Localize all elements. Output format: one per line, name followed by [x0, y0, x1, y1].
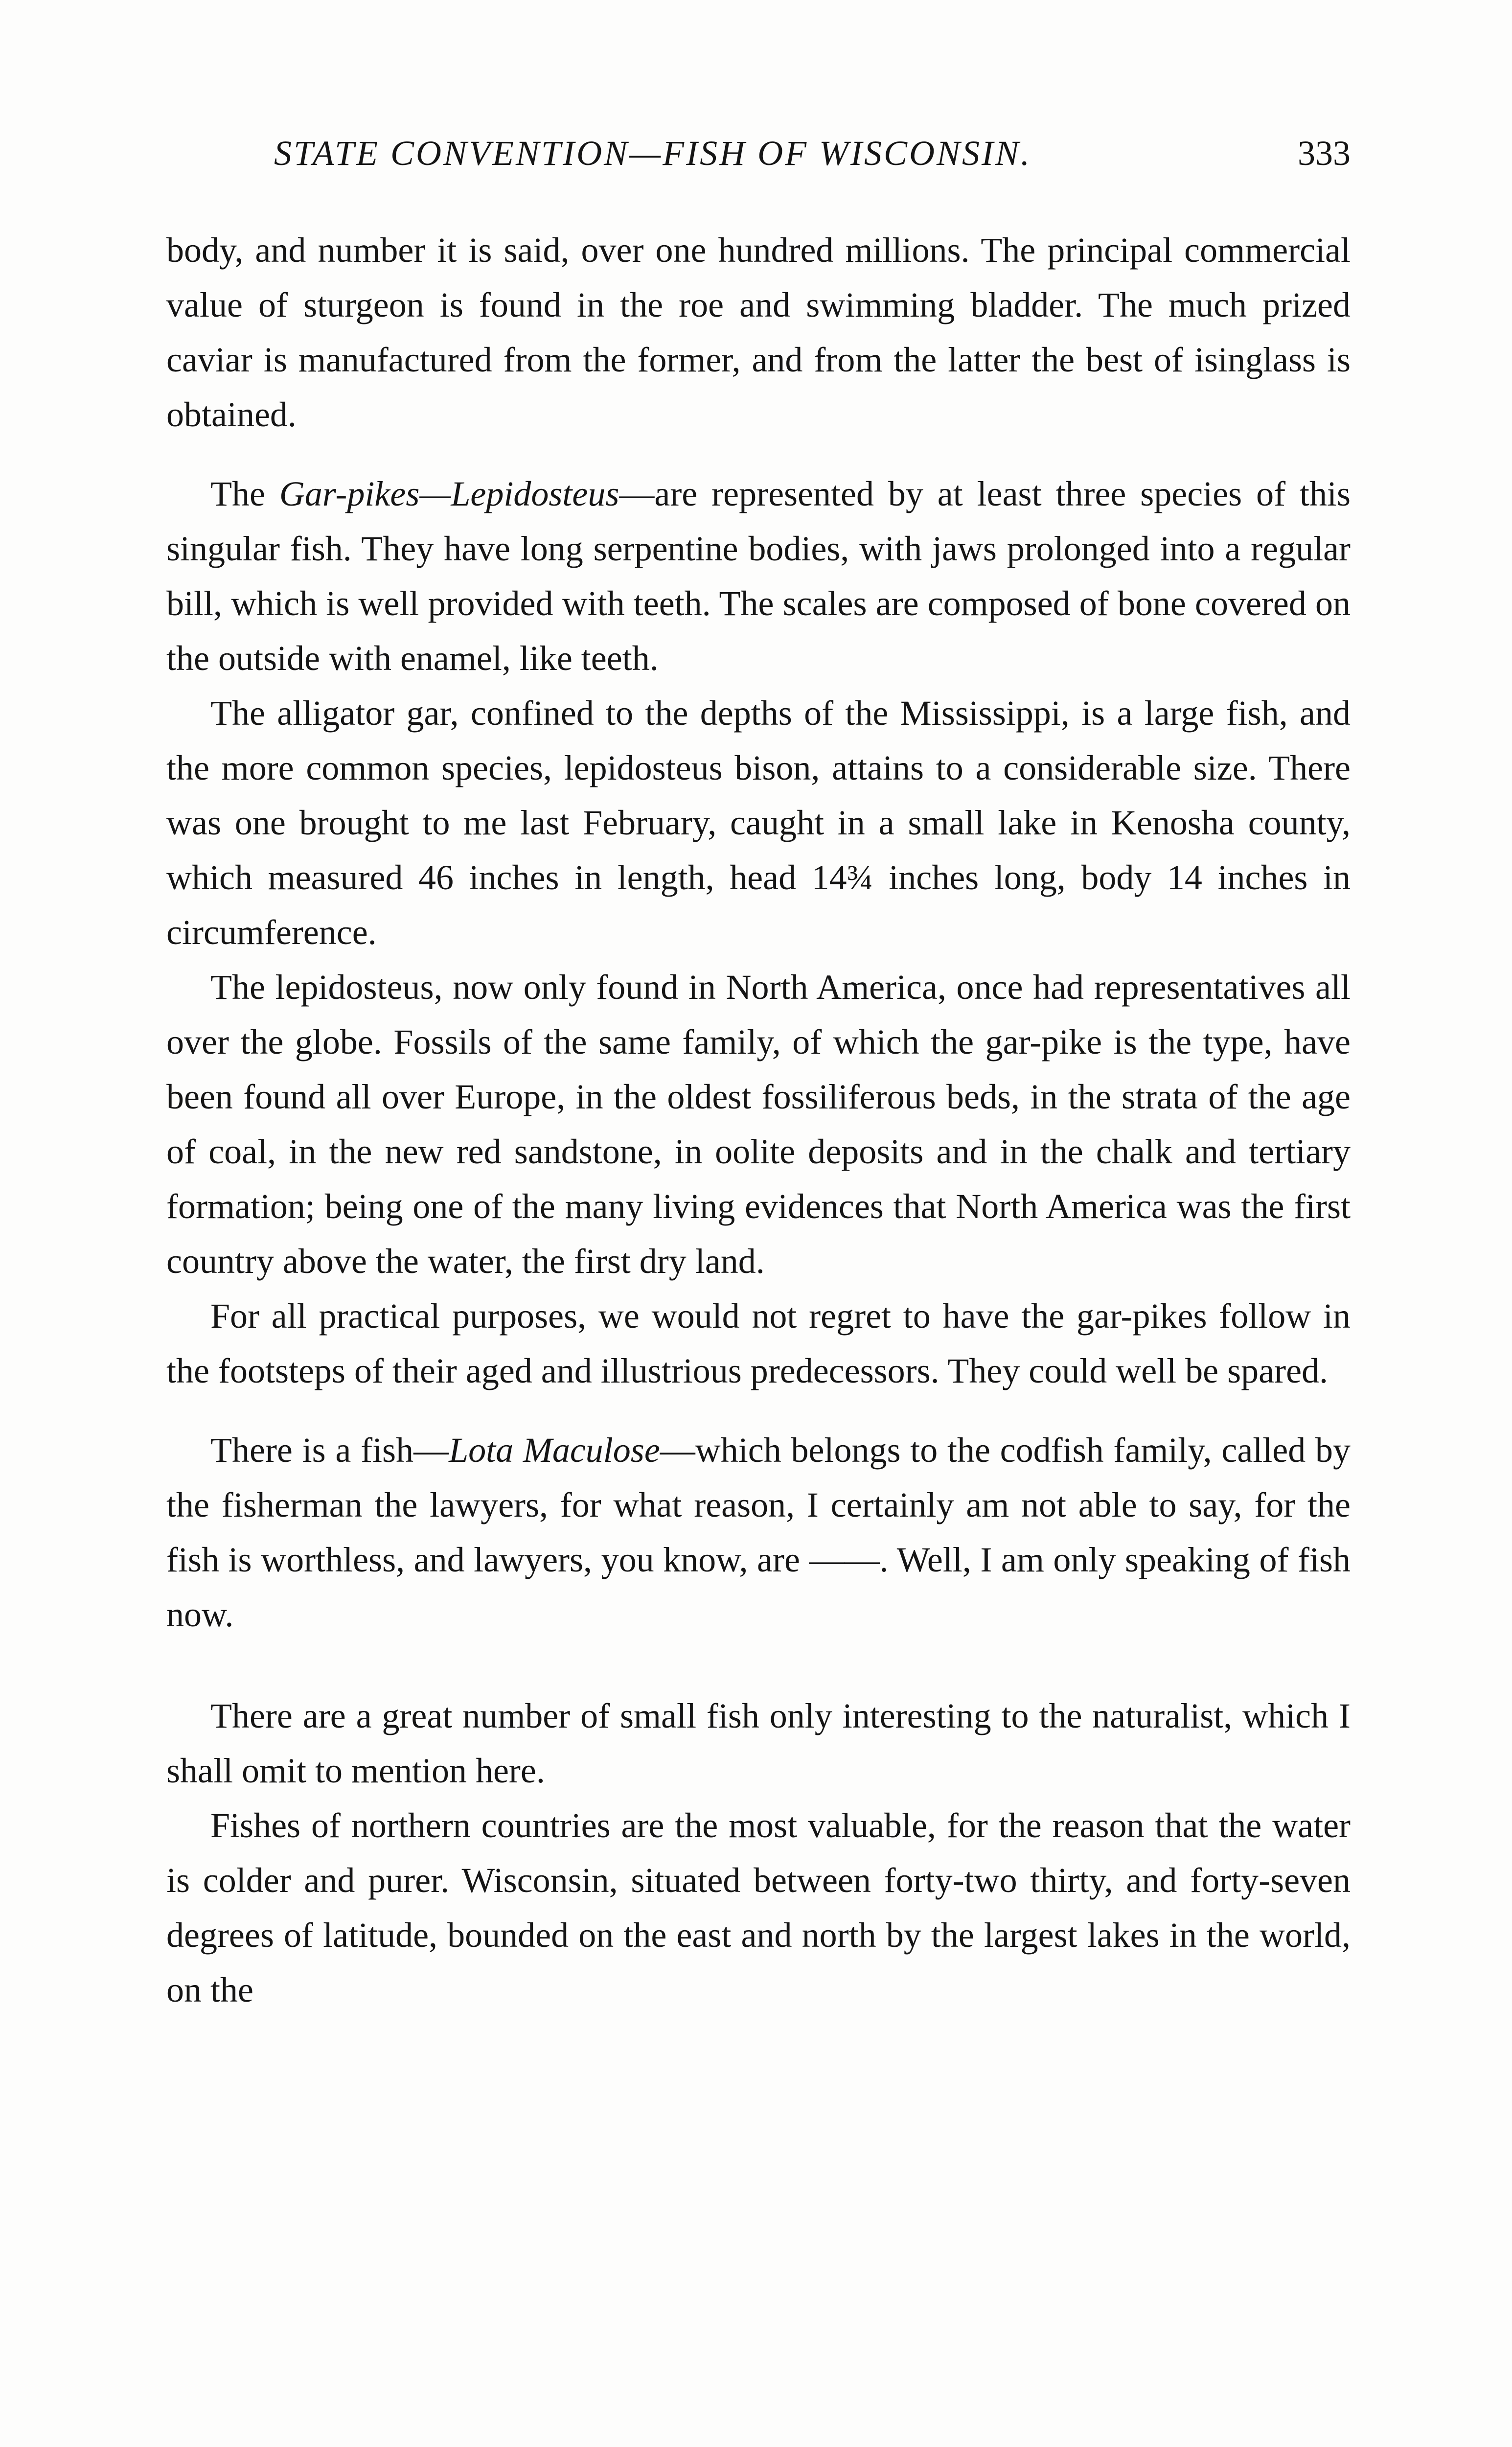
gar-pikes-italic-name: Gar-pikes—Lepidosteus — [279, 474, 619, 513]
paragraph-gar-pikes — [166, 466, 1351, 686]
gar-pikes-lead: The — [210, 474, 279, 513]
paragraph-lepidosteus-fossils: The lepidosteus, now only found in North America, once had representatives all over the globe. Fossils of the same family, of which the gar-pike is the type, have been found all over Europe, in the oldest fossiliferous beds, in the strata of the age of coal, in the new red sandstone, in oolite deposits and in the chalk and tertiary formation; being one of the many living evidences that North America was the first country above the water, the first dry land. — [166, 968, 1351, 1281]
lota-text: —which belongs to the codfish family, called by the fisherman the lawyers, for what reason, I certainly am not able to say, for the fish is worthless, and lawyers, you know, are ——. Well, I am only speaking of fish now. — [166, 1431, 1351, 1634]
lota-italic-name: Lota Maculose — [449, 1431, 660, 1470]
paragraph-lota-maculose — [166, 1423, 1351, 1642]
gar-pikes-text: —are represented by at least three species of this singular fish. They have long serpentine bodies, with jaws prolonged into a regular bill, which is well provided with teeth. The scales are composed of bone covered on the outside with enamel, like teeth. — [166, 474, 1351, 678]
page-number: 333 — [1298, 134, 1351, 173]
paragraph-small-fish: There are a great number of small fish only interesting to the naturalist, which I shall omit to mention here. — [166, 1696, 1351, 1790]
paragraph-practical-purposes: For all practical purposes, we would not regret to have the gar-pikes follow in the footsteps of their aged and illustrious predecessors. They could well be spared. — [166, 1296, 1351, 1390]
page-header — [166, 133, 1351, 187]
body-text — [166, 223, 1351, 2017]
paragraph-alligator-gar: The alligator gar, confined to the depths of the Mississippi, is a large fish, and the more common species, lepidosteus bison, attains to a considerable size. There was one brought to me last February, caught in a small lake in Kenosha county, which measured 46 inches in length, head 14¾ inches long, body 14 inches in circumference. — [166, 693, 1351, 952]
running-head: STATE CONVENTION—FISH OF WISCONSIN. — [274, 134, 1032, 173]
paragraph-northern-fishes: Fishes of northern countries are the most valuable, for the reason that the water is colder and purer. Wisconsin, situated between forty-two thirty, and forty-seven degrees of latitude, bounded on the east and north by the largest lakes in the world, on the — [166, 1806, 1351, 2009]
lota-lead: There is a fish— — [210, 1431, 449, 1470]
paragraph-sturgeon: body, and number it is said, over one hundred millions. The principal commercial value of sturgeon is found in the roe and swimming bladder. The much prized caviar is manufactured from the former, and from the latter the best of isinglass is obtained. — [166, 231, 1351, 434]
